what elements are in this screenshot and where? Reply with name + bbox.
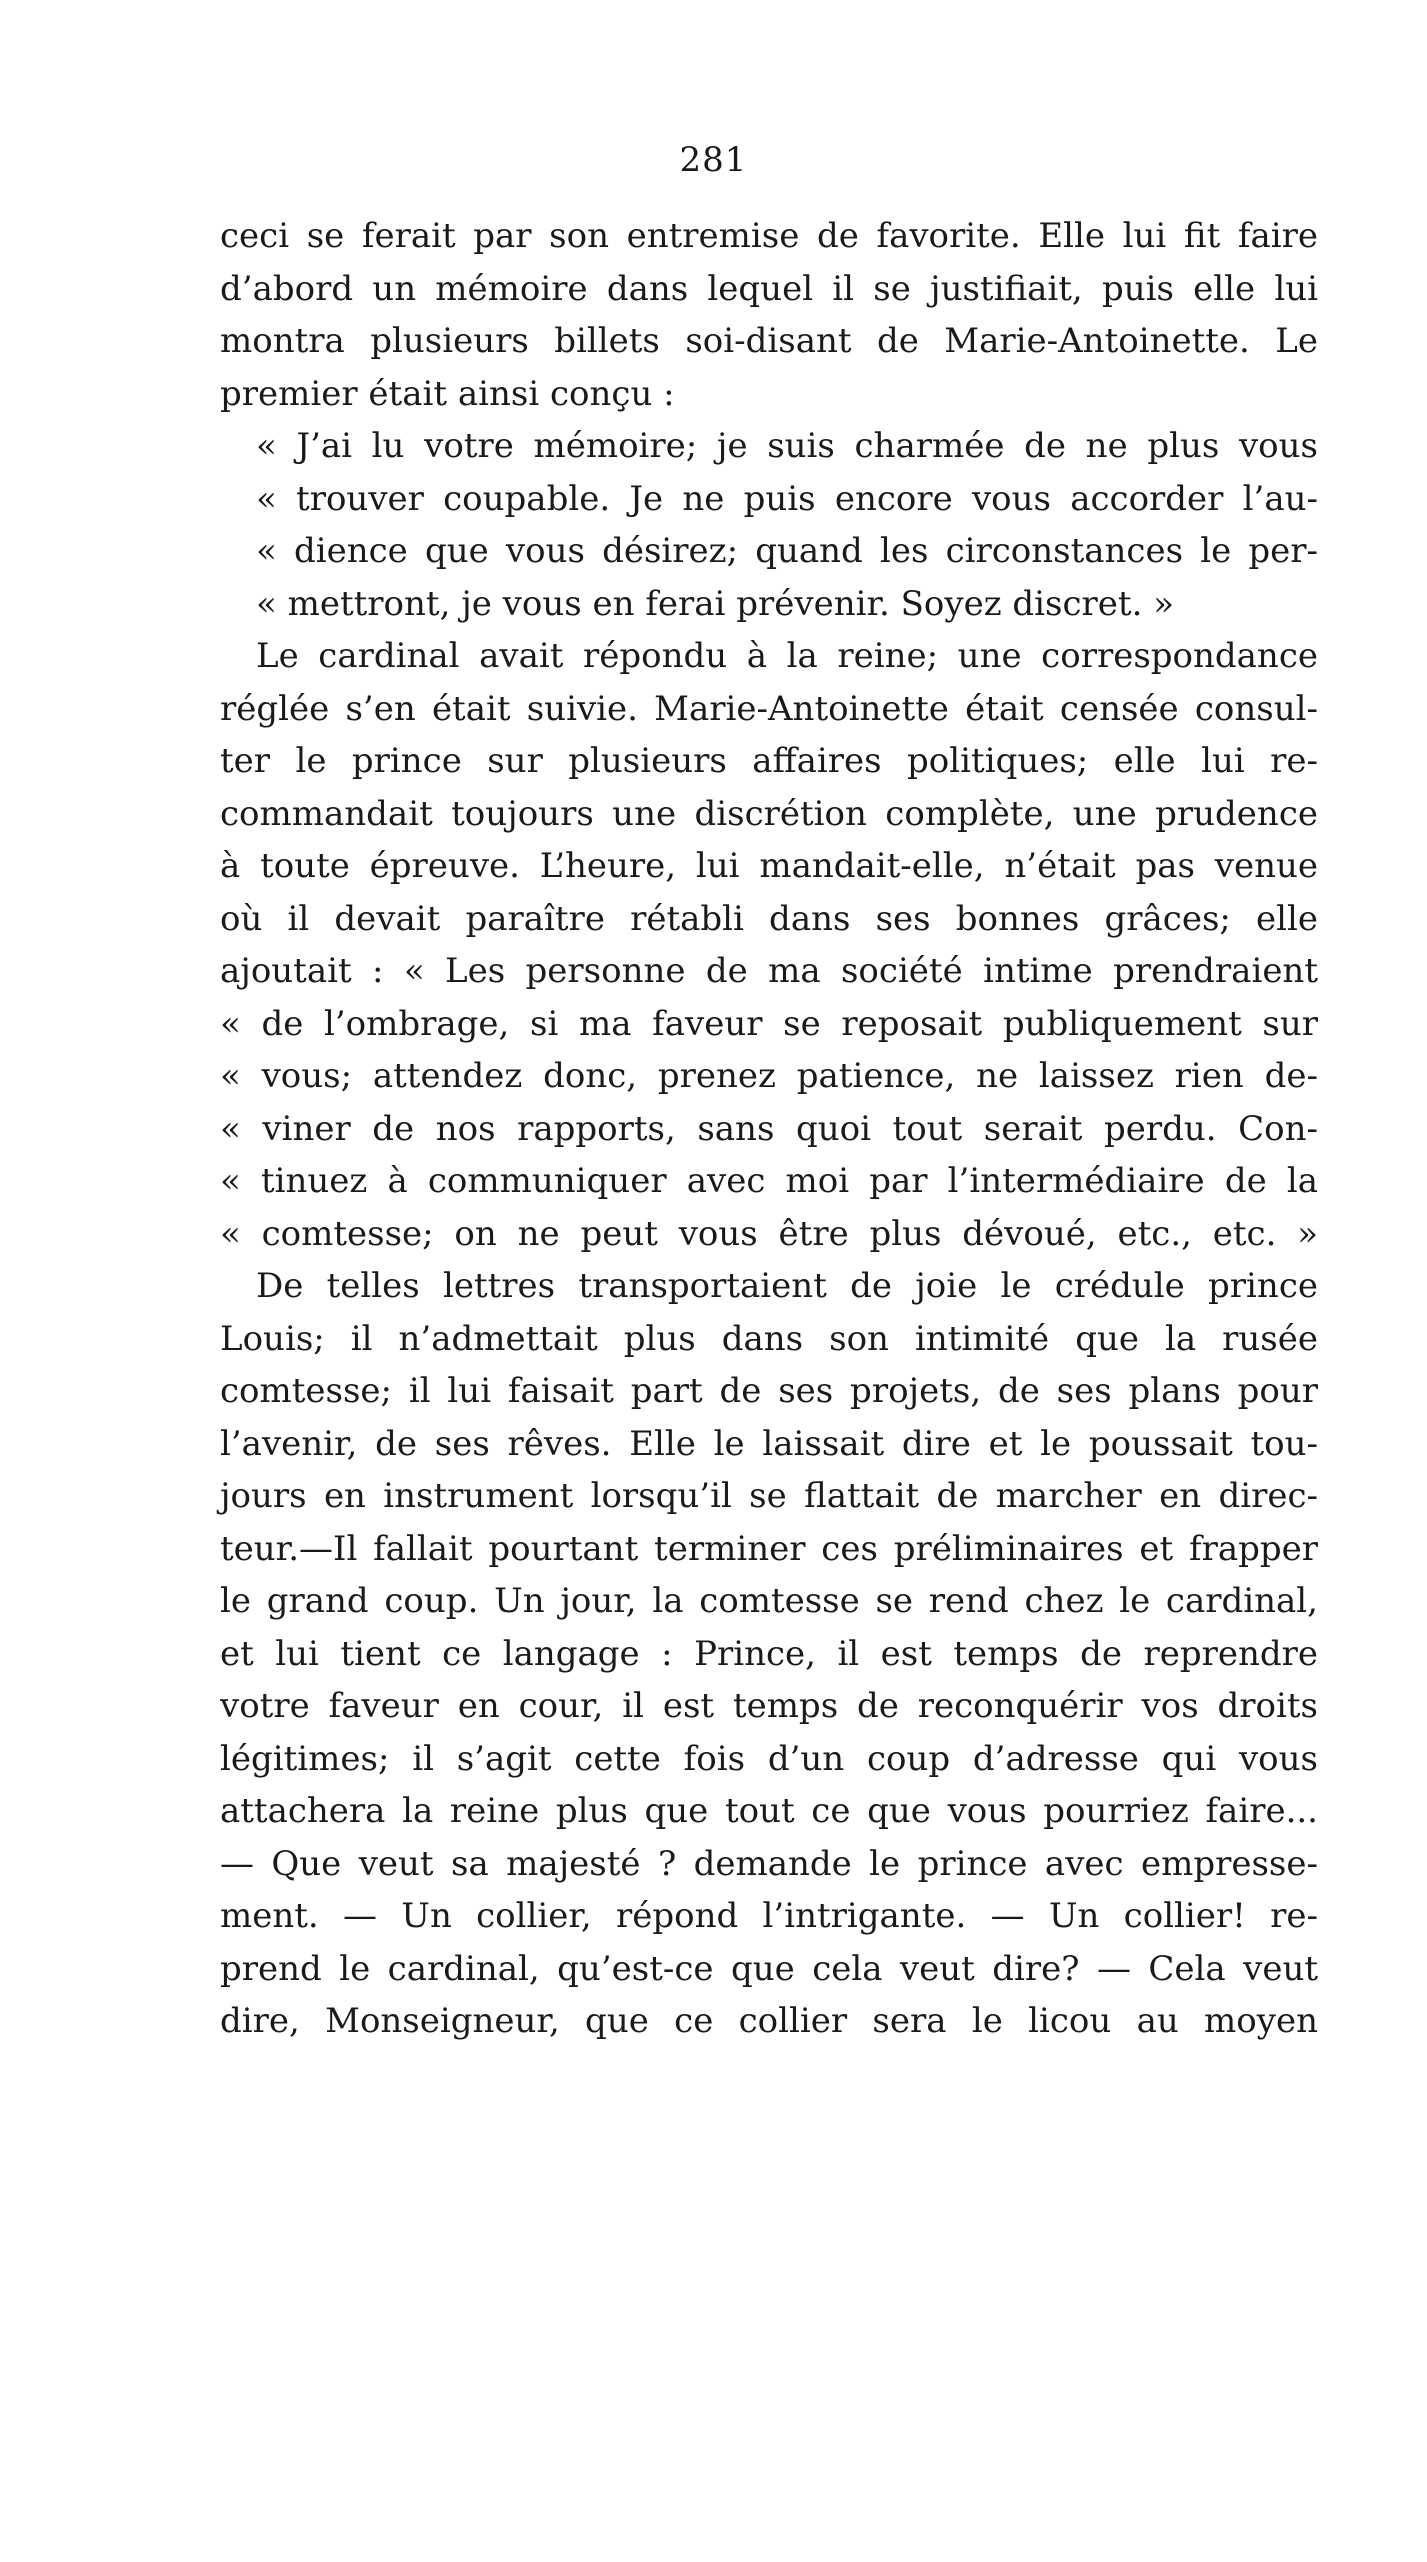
text-line: jours en instrument lorsqu’il se flattait de marcher en direc- bbox=[220, 1476, 1318, 1516]
quote-line: « dience que vous désirez; quand les circonstances le per- bbox=[256, 531, 1318, 571]
text-line: ajoutait : « Les personne de ma société intime prendraient bbox=[220, 951, 1318, 991]
text-line: dire, Monseigneur, que ce collier sera le licou au moyen bbox=[220, 2001, 1318, 2041]
text-line: « de l’ombrage, si ma faveur se reposait publiquement sur bbox=[220, 1003, 1318, 1044]
text-line: « vous; attendez donc, prenez patience, ne laissez rien de- bbox=[220, 1056, 1318, 1096]
text-line: montra plusieurs billets soi-disant de Marie-Antoinette. Le bbox=[220, 321, 1318, 361]
text-line: Le cardinal avait répondu à la reine; une correspondance bbox=[256, 636, 1318, 676]
quote-line: « mettront, je vous en ferai prévenir. Soyez discret. » bbox=[256, 583, 1174, 624]
text-line: De telles lettres transportaient de joie le crédule prince bbox=[256, 1266, 1318, 1306]
text-line: réglée s’en était suivie. Marie-Antoinette était censée consul- bbox=[220, 688, 1318, 729]
text-line: à toute épreuve. L’heure, lui mandait-elle, n’était pas venue bbox=[220, 846, 1318, 886]
text-line: prend le cardinal, qu’est-ce que cela veut dire? — Cela veut bbox=[220, 1948, 1318, 1989]
text-line: votre faveur en cour, il est temps de reconquérir vos droits bbox=[220, 1686, 1318, 1726]
quote-line: « trouver coupable. Je ne puis encore vous accorder l’au- bbox=[256, 478, 1318, 519]
text-line: comtesse; il lui faisait part de ses projets, de ses plans pour bbox=[220, 1371, 1318, 1411]
page-number: 281 bbox=[679, 140, 748, 180]
text-line: d’abord un mémoire dans lequel il se justifiait, puis elle lui bbox=[220, 268, 1318, 309]
text-line: attachera la reine plus que tout ce que vous pourriez faire... bbox=[220, 1791, 1318, 1831]
text-line: « tinuez à communiquer avec moi par l’intermédiaire de la bbox=[220, 1161, 1318, 1201]
body-text bbox=[220, 210, 1318, 2048]
text-line: teur.—Il fallait pourtant terminer ces préliminaires et frapper bbox=[220, 1528, 1318, 1569]
text-line: ter le prince sur plusieurs affaires politiques; elle lui re- bbox=[220, 741, 1318, 781]
text-line: et lui tient ce langage : Prince, il est temps de reprendre bbox=[220, 1633, 1318, 1674]
text-line: ment. — Un collier, répond l’intrigante. — Un collier! re- bbox=[220, 1896, 1318, 1936]
text-line: où il devait paraître rétabli dans ses bonnes grâces; elle bbox=[220, 898, 1318, 939]
text-line: — Que veut sa majesté ? demande le prince avec empresse- bbox=[220, 1843, 1318, 1884]
text-line: ceci se ferait par son entremise de favorite. Elle lui fit faire bbox=[220, 216, 1318, 256]
text-line: commandait toujours une discrétion complète, une prudence bbox=[220, 793, 1318, 834]
text-line: l’avenir, de ses rêves. Elle le laissait dire et le poussait tou- bbox=[220, 1423, 1318, 1464]
text-line: premier était ainsi conçu : bbox=[220, 373, 675, 414]
text-line: le grand coup. Un jour, la comtesse se rend chez le cardinal, bbox=[220, 1581, 1318, 1621]
quote-line: « J’ai lu votre mémoire; je suis charmée de ne plus vous bbox=[256, 426, 1318, 466]
text-line: « viner de nos rapports, sans quoi tout serait perdu. Con- bbox=[220, 1108, 1318, 1149]
text-line: « comtesse; on ne peut vous être plus dévoué, etc., etc. » bbox=[220, 1213, 1318, 1254]
text-line: légitimes; il s’agit cette fois d’un coup d’adresse qui vous bbox=[220, 1738, 1318, 1779]
text-line: Louis; il n’admettait plus dans son intimité que la rusée bbox=[220, 1318, 1318, 1359]
